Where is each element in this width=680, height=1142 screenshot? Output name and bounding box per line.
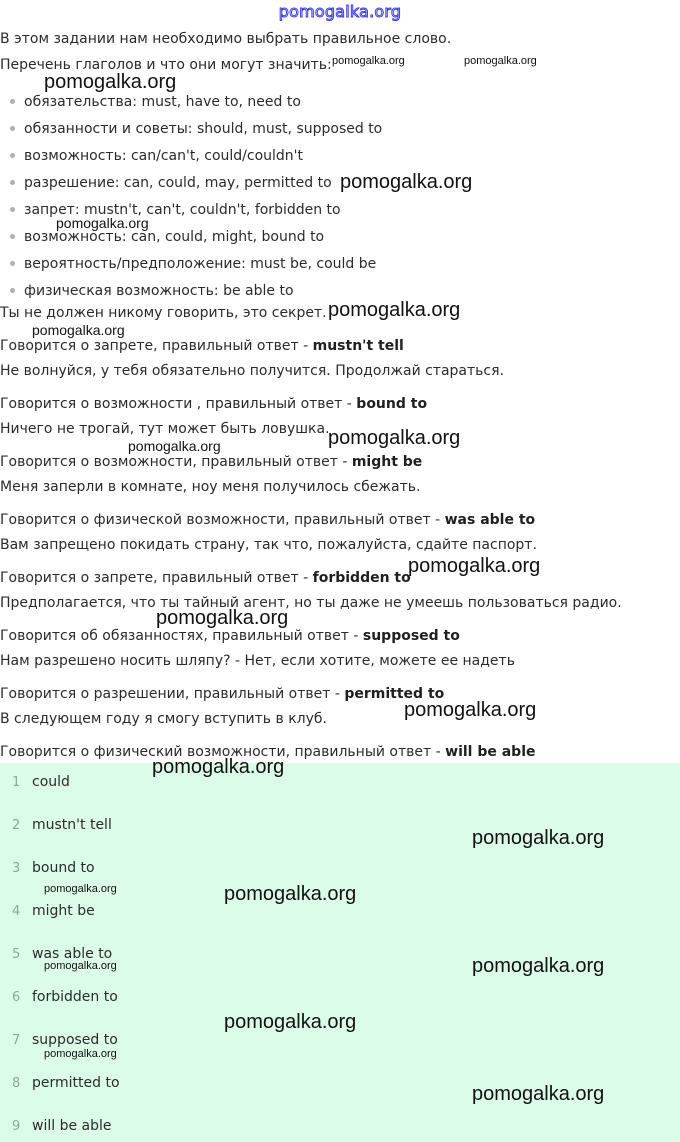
explanation: Говорится о возможности, правильный ответ - might be — [0, 454, 423, 470]
list-item — [0, 1117, 112, 1136]
watermark: pomogalka.org — [472, 827, 605, 849]
sentence: Меня заперли в комнате, ноу меня получилось сбежать. — [0, 479, 421, 495]
answer: mustn't tell — [312, 338, 404, 354]
explanation: Говорится о разрешении, правильный ответ - permitted to — [0, 686, 445, 702]
answer: might be — [351, 454, 423, 470]
sentence: Предполагается, что ты тайный агент, но ты даже не умеешь пользоваться радио. — [0, 595, 622, 611]
list-item — [0, 773, 70, 792]
item-number: 4 — [12, 904, 21, 919]
bullet-dot-icon — [10, 99, 15, 104]
watermark: pomogalka.org — [152, 756, 285, 778]
list-item — [0, 816, 112, 835]
bullet-item: обязанности и советы: should, must, supposed to — [10, 120, 382, 138]
item-number: 3 — [12, 861, 21, 876]
watermark: pomogalka.org — [128, 438, 221, 454]
bullet-item: вероятность/предположение: must be, could be — [10, 255, 376, 273]
item-number: 6 — [12, 990, 21, 1005]
sentence: Не волнуйся, у тебя обязательно получится. Продолжай стараться. — [0, 363, 504, 379]
watermark: pomogalka.org — [44, 1048, 117, 1060]
explanation: Говорится о физической возможности, правильный ответ - was able to — [0, 512, 536, 528]
item-number: 2 — [12, 818, 21, 833]
item-text: bound to — [32, 860, 95, 876]
watermark: pomogalka.org — [44, 960, 117, 972]
watermark: pomogalka.org — [44, 883, 117, 895]
bullet-dot-icon — [10, 180, 15, 185]
item-text: mustn't tell — [32, 817, 112, 833]
bullet-item: разрешение: can, could, may, permitted to — [10, 174, 332, 192]
watermark: pomogalka.org — [32, 322, 125, 338]
answer: supposed to — [362, 628, 460, 644]
watermark: pomogalka.org — [332, 55, 405, 67]
item-number: 5 — [12, 947, 21, 962]
sentence: Вам запрещено покидать страну, так что, пожалуйста, сдайте паспорт. — [0, 537, 537, 553]
bullet-item: обязательства: must, have to, need to — [10, 93, 301, 111]
bullet-item: физическая возможность: be able to — [10, 282, 294, 300]
item-text: supposed to — [32, 1032, 118, 1048]
watermark: pomogalka.org — [464, 55, 537, 67]
bullet-dot-icon — [10, 153, 15, 158]
item-number: 1 — [12, 775, 21, 790]
sentence: В следующем году я смогу вступить в клуб. — [0, 711, 327, 727]
bullet-dot-icon — [10, 126, 15, 131]
sentence: Ничего не трогай, тут может быть ловушка. — [0, 421, 330, 437]
explanation: Говорится о возможности , правильный ответ - bound to — [0, 396, 428, 412]
watermark: pomogalka.org — [472, 1083, 605, 1105]
bullet-dot-icon — [10, 288, 15, 293]
sentence: Нам разрешено носить шляпу? - Нет, если хотите, можете ее надеть — [0, 653, 515, 669]
watermark: pomogalka.org — [404, 699, 537, 721]
bullet-dot-icon — [10, 234, 15, 239]
sentence: Ты не должен никому говорить, это секрет. — [0, 305, 327, 321]
bullet-item: возможность: can, could, might, bound to — [10, 228, 324, 246]
answer: was able to — [444, 512, 536, 528]
answer: will be able — [445, 744, 536, 760]
intro-line-1: В этом задании нам необходимо выбрать правильное слово. — [0, 31, 452, 47]
watermark: pomogalka.org — [472, 955, 605, 977]
bullet-dot-icon — [10, 261, 15, 266]
explanation: Говорится о физический возможности, правильный ответ - will be able — [0, 744, 536, 760]
watermark: pomogalka.org — [328, 299, 461, 321]
watermark: pomogalka.org — [56, 215, 149, 231]
item-number: 8 — [12, 1076, 21, 1091]
item-text: will be able — [32, 1118, 112, 1134]
explanation: Говорится о запрете, правильный ответ - forbidden to — [0, 570, 411, 586]
watermark: pomogalka.org — [408, 555, 541, 577]
header-watermark: pomogalka.org — [278, 2, 402, 21]
explanation: Говорится об обязанностях, правильный ответ - supposed to — [0, 628, 460, 644]
list-item — [0, 1074, 120, 1093]
watermark: pomogalka.org — [44, 71, 177, 93]
answer: permitted to — [344, 686, 445, 702]
item-number: 7 — [12, 1033, 21, 1048]
item-text: might be — [32, 903, 95, 919]
list-item — [0, 988, 118, 1007]
watermark: pomogalka.org — [224, 1011, 357, 1033]
intro-line-2: Перечень глаголов и что они могут значить: — [0, 57, 332, 73]
item-text: permitted to — [32, 1075, 120, 1091]
watermark: pomogalka.org — [328, 427, 461, 449]
bullet-dot-icon — [10, 207, 15, 212]
bullet-item: возможность: can/can't, could/couldn't — [10, 147, 303, 165]
watermark: pomogalka.org — [156, 607, 289, 629]
watermark: pomogalka.org — [224, 883, 357, 905]
answer: bound to — [356, 396, 428, 412]
list-item — [0, 902, 95, 921]
item-number: 9 — [12, 1119, 21, 1134]
watermark: pomogalka.org — [340, 171, 473, 193]
item-text: could — [32, 774, 70, 790]
answer: forbidden to — [312, 570, 411, 586]
bullet-item: запрет: mustn't, can't, couldn't, forbidden to — [10, 201, 341, 219]
item-text: forbidden to — [32, 989, 118, 1005]
item-text: was able to — [32, 946, 113, 962]
list-item — [0, 859, 95, 878]
explanation: Говорится о запрете, правильный ответ - mustn't tell — [0, 338, 404, 354]
